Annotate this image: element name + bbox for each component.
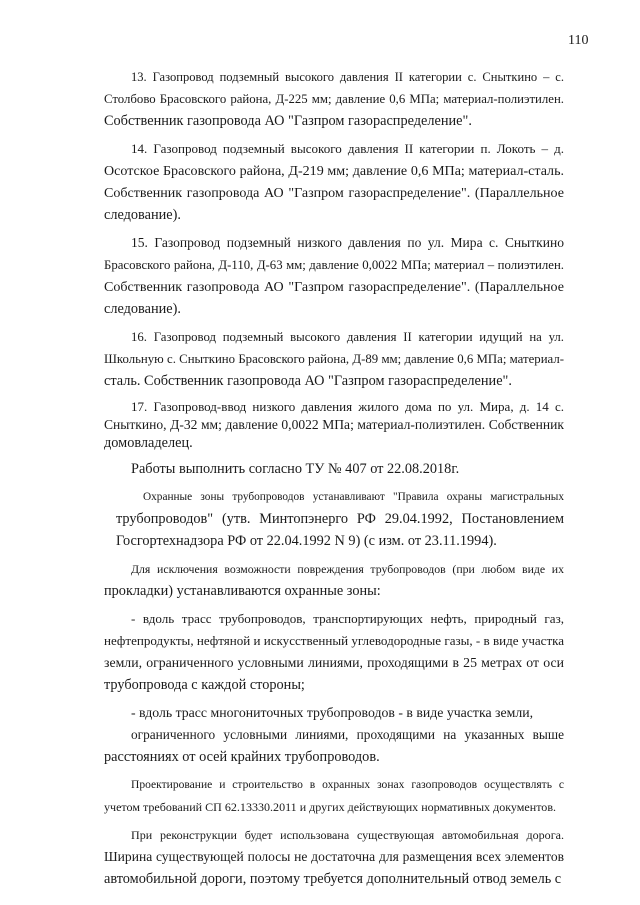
text-line: При реконструкции будет использована существующая автомобильная дорога. [131, 828, 564, 842]
document-body [104, 66, 564, 896]
text-line: трубопровода с каждой стороны; [104, 677, 305, 693]
text-line: Собственник газопровода АО "Газпром газораспределение". (Параллельное [104, 279, 564, 295]
text-line: трубопроводов" (утв. Минтопэнерго РФ 29.04.1992, Постановлением [116, 511, 564, 527]
text-line: расстояниях от осей крайних трубопроводов. [104, 749, 380, 765]
paragraph-design [104, 774, 564, 818]
text-line: Для исключения возможности повреждения трубопроводов (при любом виде их [131, 562, 564, 576]
paragraph-zone-a [104, 608, 564, 696]
text-line: следование). [104, 207, 181, 223]
paragraph-exclusion [104, 558, 564, 602]
paragraph-item-16 [104, 326, 564, 392]
paragraph-item-14 [104, 138, 564, 226]
text-line: Собственник газопровода АО "Газпром газораспределение". (Параллельное [104, 185, 564, 201]
text-line: автомобильной дороги, поэтому требуется дополнительный отвод земель с [104, 871, 562, 887]
paragraph-item-17 [104, 398, 564, 452]
text-line: нефтепродукты, нефтяной и искусственный углеводородные газы, - в виде участка [104, 633, 565, 648]
text-line: сталь. Собственник газопровода АО "Газпром газораспределение". [104, 373, 512, 389]
text-line: 14. Газопровод подземный высокого давления II категории п. Локоть – д. [131, 141, 564, 156]
paragraph-reconstruction [104, 824, 564, 890]
text-line: прокладки) устанавливаются охранные зоны: [104, 583, 381, 599]
text-line: учетом требований СП 62.13330.2011 и других действующих нормативных документов. [104, 800, 557, 814]
paragraph-zone-b [104, 702, 564, 768]
text-line: Госгортехнадзора РФ от 22.04.1992 N 9) (с изм. от 23.11.1994). [116, 533, 497, 549]
text-line: Столбово Брасовского района, Д-225 мм; давление 0,6 МПа; материал-полиэтилен. [104, 92, 564, 106]
text-line: домовладелец. [104, 435, 193, 451]
text-line: 13. Газопровод подземный высокого давления II категории с. Сныткино – с. [131, 70, 564, 84]
text-line: Охранные зоны трубопроводов устанавливают "Правила охраны магистральных [143, 491, 564, 503]
text-line: Проектирование и строительство в охранных зонах газопроводов осуществлять с [131, 779, 564, 791]
text-line: Собственник газопровода АО "Газпром газораспределение". [104, 113, 472, 129]
text-line: 15. Газопровод подземный низкого давления по ул. Мира с. Сныткино [131, 235, 564, 250]
text-line: - вдоль трасс трубопроводов, транспортирующих нефть, природный газ, [131, 611, 564, 626]
text-line: 17. Газопровод-ввод низкого давления жилого дома по ул. Мира, д. 14 с. [131, 399, 564, 414]
paragraph-zones-rules [116, 486, 564, 552]
text-line: - вдоль трасс многониточных трубопроводов - в виде участка земли, [131, 705, 534, 720]
text-line: Работы выполнить согласно ТУ № 407 от 22.08.2018г. [131, 461, 460, 477]
paragraph-works [104, 458, 564, 480]
text-line: Брасовского района, Д-110, Д-63 мм; давление 0,0022 МПа; материал – полиэтилен. [104, 258, 564, 272]
text-line: ограниченного условными линиями, проходящими на указанных выше [131, 727, 564, 742]
text-line: Сныткино, Д-32 мм; давление 0,0022 МПа; материал-полиэтилен. Собственник [104, 417, 564, 432]
paragraph-item-15 [104, 232, 564, 320]
text-line: 16. Газопровод подземный высокого давления II категории идущий на ул. [131, 330, 564, 344]
text-line: земли, ограниченного условными линиями, проходящими в 25 метрах от оси [104, 655, 564, 670]
text-line: следование). [104, 301, 181, 317]
page-number: 110 [568, 33, 589, 48]
text-line: Осотское Брасовского района, Д-219 мм; давление 0,6 МПа; материал-сталь. [104, 163, 564, 179]
paragraph-item-13 [104, 66, 564, 132]
text-line: Школьную с. Сныткино Брасовского района, Д-89 мм; давление 0,6 МПа; материал- [104, 352, 564, 366]
text-line: Ширина существующей полосы не достаточна для размещения всех элементов [104, 849, 564, 864]
